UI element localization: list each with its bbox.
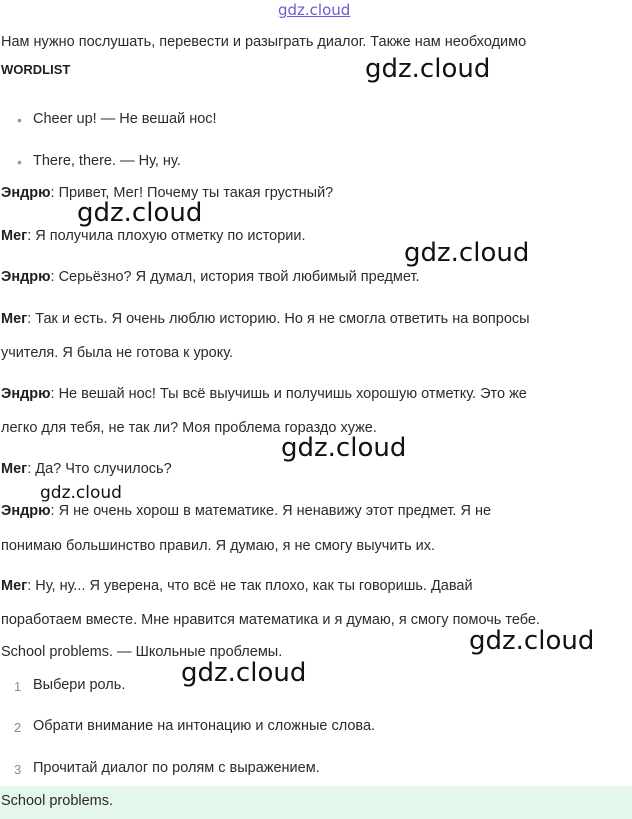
dialog-text: : Привет, Мег! Почему ты такая грустный? xyxy=(50,185,334,201)
dialog-text: : Серьёзно? Я думал, история твой любимый предмет. xyxy=(50,269,420,285)
task-item: Выбери роль. xyxy=(33,677,126,693)
dialog-continuation: учителя. Я была не готова к уроку. xyxy=(1,345,234,361)
wordlist-item: Cheer up! — Не вешай нос! xyxy=(33,111,217,127)
task-item: Прочитай диалог по ролям с выражением. xyxy=(33,760,320,776)
bullet-icon: • xyxy=(17,112,22,128)
dialog-continuation: легко для тебя, не так ли? Моя проблема гораздо хуже. xyxy=(1,420,377,436)
dialog-line xyxy=(1,311,530,327)
dialog-text: : Я не очень хорош в математике. Я ненавижу этот предмет. Я не xyxy=(50,503,492,519)
intro-text: Нам нужно послушать, перевести и разыграть диалог. Также нам необходимо xyxy=(1,34,527,50)
speaker-name: Мег xyxy=(1,578,28,594)
dialog-text: : Да? Что случилось? xyxy=(27,461,172,477)
dialog-line xyxy=(1,228,306,244)
watermark: gdz.cloud xyxy=(77,198,203,228)
task-number: 2 xyxy=(14,720,22,735)
dialog-text: : Ну, ну... Я уверена, что всё не так плохо, как ты говоришь. Давай xyxy=(27,578,473,594)
speaker-name: Мег xyxy=(1,461,28,477)
dialog-line xyxy=(1,503,491,519)
speaker-name: Эндрю xyxy=(1,185,51,201)
bullet-icon: • xyxy=(17,154,22,170)
watermark: gdz.cloud xyxy=(404,238,530,268)
footer-bar xyxy=(0,786,632,819)
speaker-name: Эндрю xyxy=(1,503,51,519)
dialog-line xyxy=(1,461,172,477)
dialog-line xyxy=(1,185,333,201)
dialog-continuation: понимаю большинство правил. Я думаю, я не смогу выучить их. xyxy=(1,538,436,554)
section-title: School problems. — Школьные проблемы. xyxy=(1,644,283,660)
watermark: gdz.cloud xyxy=(40,483,122,503)
footer-text: School problems. xyxy=(1,793,114,809)
watermark: gdz.cloud xyxy=(469,626,595,656)
speaker-name: Мег xyxy=(1,311,28,327)
task-item: Обрати внимание на интонацию и сложные слова. xyxy=(33,718,376,734)
watermark: gdz.cloud xyxy=(281,433,407,463)
speaker-name: Эндрю xyxy=(1,386,51,402)
dialog-text: : Не вешай нос! Ты всё выучишь и получишь хорошую отметку. Это же xyxy=(50,386,527,402)
dialog-text: : Я получила плохую отметку по истории. xyxy=(27,228,306,244)
task-number: 3 xyxy=(14,762,22,777)
dialog-line xyxy=(1,386,527,402)
speaker-name: Эндрю xyxy=(1,269,51,285)
wordlist-title: WORDLIST xyxy=(1,62,71,77)
watermark-top[interactable]: gdz.cloud xyxy=(278,1,351,19)
speaker-name: Мег xyxy=(1,228,28,244)
watermark: gdz.cloud xyxy=(365,54,491,84)
wordlist-item: There, there. — Ну, ну. xyxy=(33,153,181,169)
dialog-line xyxy=(1,269,420,285)
dialog-continuation: поработаем вместе. Мне нравится математика и я думаю, я смогу помочь тебе. xyxy=(1,612,540,628)
dialog-line xyxy=(1,578,473,594)
task-number: 1 xyxy=(14,679,22,694)
watermark: gdz.cloud xyxy=(181,658,307,688)
dialog-text: : Так и есть. Я очень люблю историю. Но я не смогла ответить на вопросы xyxy=(27,311,530,327)
